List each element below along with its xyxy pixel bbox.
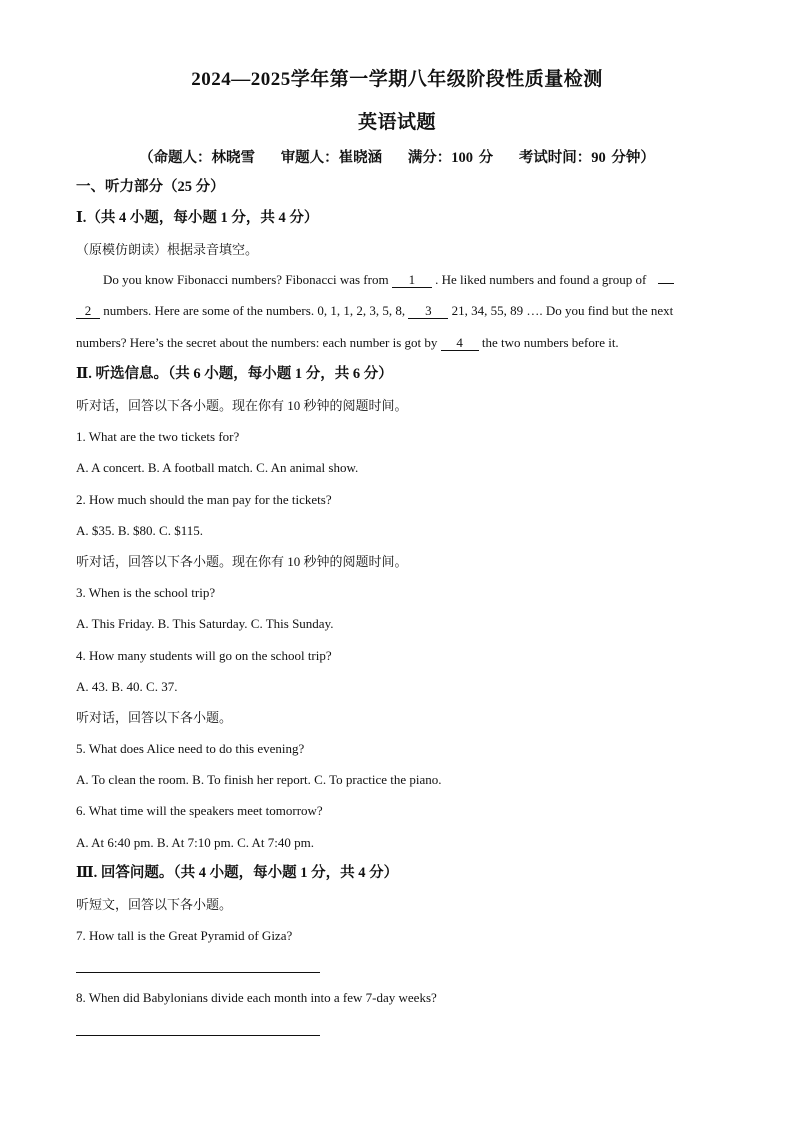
question-1-options: A. A concert. B. A football match. C. An animal show. (76, 460, 359, 475)
question-4: 4. How many students will go on the school trip? (76, 648, 332, 663)
section3-instruction: 听短文，回答以下各小题。 (76, 897, 233, 912)
cloze-text: 21, 34, 55, 89 …. Do you find but the next (451, 303, 674, 318)
cloze-line-2 (76, 303, 720, 319)
cloze-text: the two numbers before it. (481, 335, 619, 350)
question-6: 6. What time will the speakers meet tomorrow? (76, 803, 323, 818)
question-8: 8. When did Babylonians divide each month into a few 7-day weeks? (76, 990, 437, 1005)
question-6-options: A. At 6:40 pm. B. At 7:10 pm. C. At 7:40 pm. (76, 835, 314, 850)
section2-instruction-2: 听对话，回答以下各小题。现在你有 10 秒钟的阅题时间。 (76, 554, 408, 569)
setter-label: （命题人：林晓雪 (139, 150, 256, 166)
blank-2: 2 (76, 304, 100, 319)
answer-line-7[interactable] (76, 972, 320, 973)
cloze-line-1 (103, 272, 720, 288)
score-label: 满分：100 分 (407, 150, 494, 166)
question-4-options: A. 43. B. 40. C. 37. (76, 679, 178, 694)
cloze-text: numbers. Here are some of the numbers. 0, 1, 1, 2, 3, 5, 8, (103, 303, 406, 318)
part1-heading: 一、听力部分（25 分） (76, 179, 225, 195)
blank-3: 3 (408, 304, 448, 319)
question-2: 2. How much should the man pay for the tickets? (76, 492, 332, 507)
cloze-text: . He liked numbers and found a group of (435, 272, 647, 287)
section2-instruction-1: 听对话，回答以下各小题。现在你有 10 秒钟的阅题时间。 (76, 398, 408, 413)
section3-heading: Ⅲ. 回答问题。（共 4 小题，每小题 1 分，共 4 分） (76, 865, 399, 881)
question-3-options: A. This Friday. B. This Saturday. C. This Sunday. (76, 616, 334, 631)
section2-heading: Ⅱ. 听选信息。（共 6 小题，每小题 1 分，共 6 分） (76, 366, 393, 382)
section1-heading: Ⅰ.（共 4 小题，每小题 1 分，共 4 分） (76, 210, 319, 226)
cloze-text: numbers? Here’s the secret about the numbers: each number is got by (76, 335, 438, 350)
blank-2-start (658, 283, 674, 284)
blank-1: 1 (392, 273, 432, 288)
answer-line-8[interactable] (76, 1035, 320, 1036)
blank-4: 4 (441, 336, 479, 351)
section2-instruction-3: 听对话，回答以下各小题。 (76, 710, 233, 725)
exam-info (0, 146, 794, 167)
section1-instruction: （原模仿朗读）根据录音填空。 (76, 242, 259, 257)
question-7: 7. How tall is the Great Pyramid of Giza? (76, 928, 293, 943)
cloze-line-3 (76, 335, 720, 351)
exam-subtitle: 英语试题 (357, 112, 436, 133)
question-5: 5. What does Alice need to do this evening? (76, 741, 305, 756)
reviewer-label: 审题人：崔晓涵 (280, 150, 383, 166)
time-label: 考试时间：90 分钟） (518, 150, 655, 166)
question-1: 1. What are the two tickets for? (76, 429, 240, 444)
cloze-text: Do you know Fibonacci numbers? Fibonacci was from (103, 272, 389, 287)
question-2-options: A. $35. B. $80. C. $115. (76, 523, 203, 538)
exam-title: 2024—2025学年第一学期八年级阶段性质量检测 (191, 69, 603, 90)
question-3: 3. When is the school trip? (76, 585, 216, 600)
question-5-options: A. To clean the room. B. To finish her report. C. To practice the piano. (76, 772, 442, 787)
